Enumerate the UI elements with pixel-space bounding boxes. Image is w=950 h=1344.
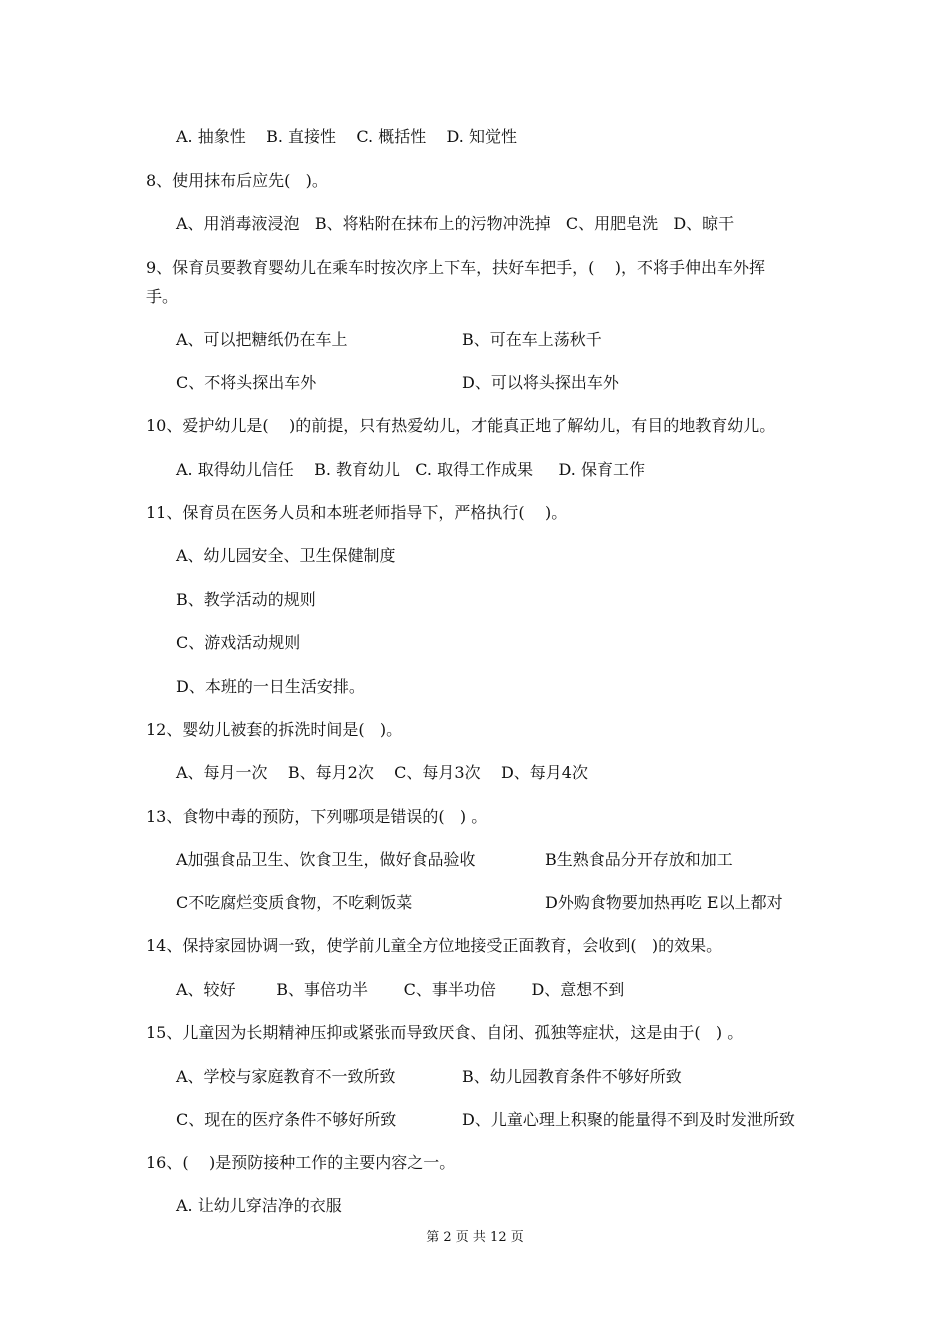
q15-option-d: D、儿童心理上积聚的能量得不到及时发泄所致 — [462, 1110, 795, 1129]
q15-option-b: B、幼儿园教育条件不够好所致 — [462, 1067, 682, 1086]
q15-option-c: C、现在的医疗条件不够好所致 — [176, 1110, 397, 1129]
q14-options: A、较好 B、事倍功半 C、事半功倍 D、意想不到 — [176, 980, 625, 999]
q9-option-d: D、可以将头探出车外 — [462, 373, 619, 392]
q10-stem: 10、爱护幼儿是( )的前提，只有热爱幼儿，才能真正地了解幼儿，有目的地教育幼儿。 — [146, 416, 776, 435]
q16-stem: 16、( )是预防接种工作的主要内容之一。 — [146, 1153, 456, 1172]
q13-option-b: B生熟食品分开存放和加工 — [545, 850, 733, 869]
q11-option-c: C、游戏活动规则 — [176, 633, 301, 652]
q13-option-c: C不吃腐烂变质食物，不吃剩饭菜 — [176, 893, 413, 912]
q9-option-c: C、不将头探出车外 — [176, 373, 317, 392]
q8-options: A、用消毒液浸泡 B、将粘附在抹布上的污物冲洗掉 C、用肥皂洗 D、晾干 — [176, 214, 735, 233]
q9-stem-cont: 手。 — [146, 287, 179, 306]
q9-option-a: A、可以把糖纸仍在车上 — [176, 330, 348, 349]
q10-options: A. 取得幼儿信任 B. 教育幼儿 C. 取得工作成果 D. 保育工作 — [176, 460, 645, 479]
q16-option-a: A. 让幼儿穿洁净的衣服 — [176, 1196, 342, 1215]
q12-stem: 12、婴幼儿被套的拆洗时间是( )。 — [146, 720, 403, 739]
q15-option-a: A、学校与家庭教育不一致所致 — [176, 1067, 396, 1086]
q11-option-b: B、教学活动的规则 — [176, 590, 316, 609]
q7-options: A. 抽象性 B. 直接性 C. 概括性 D. 知觉性 — [176, 127, 517, 146]
q9-stem: 9、保育员要教育婴幼儿在乘车时按次序上下车，扶好车把手，( )，不将手伸出车外挥 — [146, 258, 766, 277]
q12-options: A、每月一次 B、每月2次 C、每月3次 D、每月4次 — [176, 763, 588, 782]
q11-option-d: D、本班的一日生活安排。 — [176, 677, 365, 696]
q8-stem: 8、使用抹布后应先( )。 — [146, 171, 328, 190]
q13-option-a: A加强食品卫生、饮食卫生，做好食品验收 — [176, 850, 476, 869]
q15-stem: 15、儿童因为长期精神压抑或紧张而导致厌食、自闭、孤独等症状，这是由于( ) 。 — [146, 1023, 744, 1042]
q13-option-de: D外购食物要加热再吃 E以上都对 — [545, 893, 783, 912]
q9-option-b: B、可在车上荡秋千 — [462, 330, 602, 349]
q14-stem: 14、保持家园协调一致，使学前儿童全方位地接受正面教育，会收到( )的效果。 — [146, 936, 723, 955]
q11-stem: 11、保育员在医务人员和本班老师指导下，严格执行( )。 — [146, 503, 568, 522]
page-footer: 第 2 页 共 12 页 — [426, 1230, 524, 1245]
q13-stem: 13、食物中毒的预防，下列哪项是错误的( ) 。 — [146, 807, 488, 826]
q11-option-a: A、幼儿园安全、卫生保健制度 — [176, 546, 396, 565]
